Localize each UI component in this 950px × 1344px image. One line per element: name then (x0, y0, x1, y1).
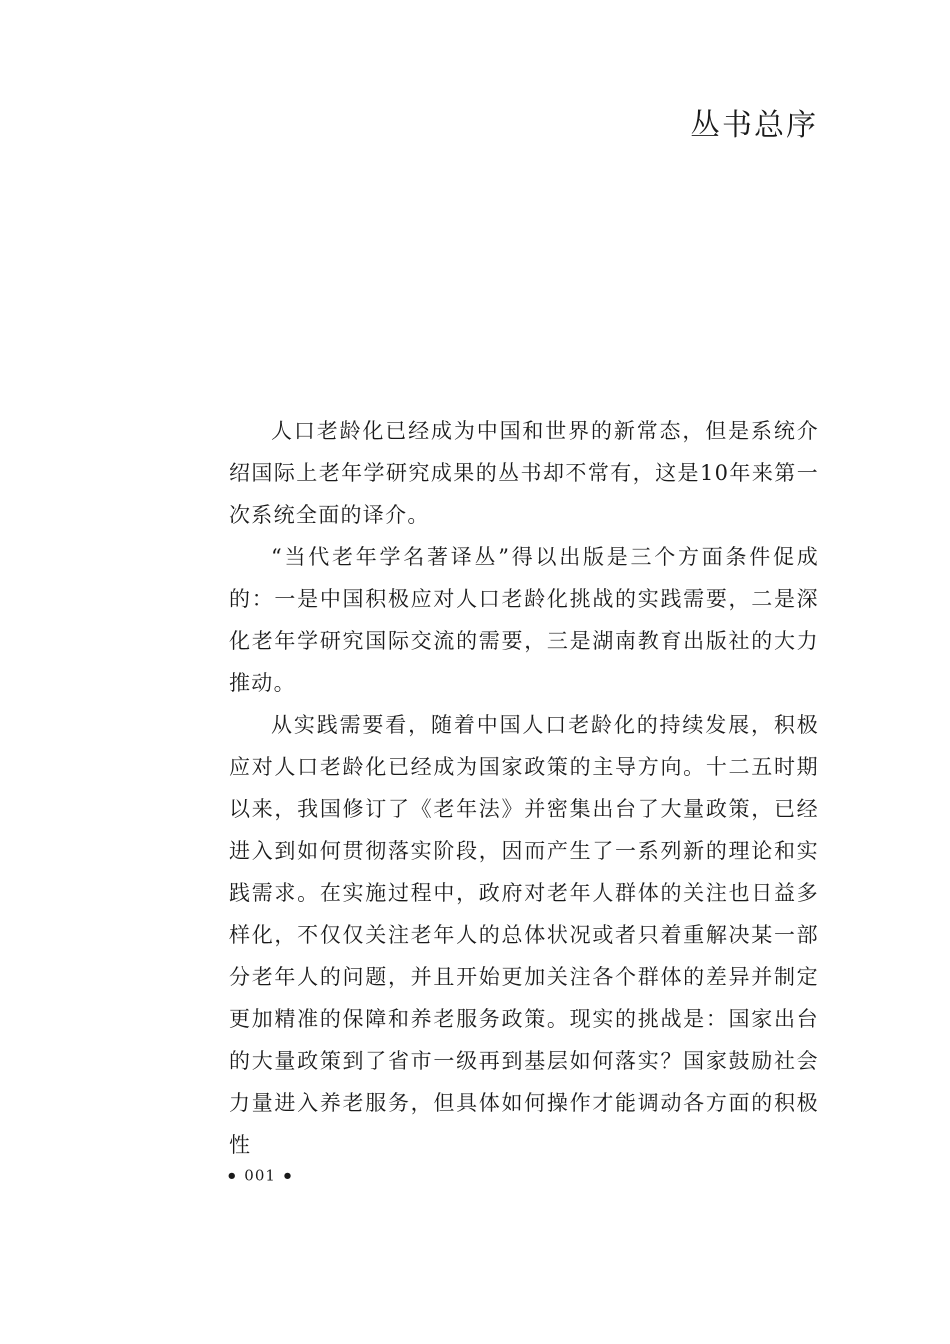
bullet-dot-right: • (281, 1166, 295, 1187)
paragraph-1: 人口老龄化已经成为中国和世界的新常态，但是系统介绍国际上老年学研究成果的丛书却不常有，这是10年来第一次系统全面的译介。 (229, 419, 819, 527)
body-text (229, 410, 819, 1166)
bullet-dot-left: • (226, 1166, 239, 1187)
page-number: 001 (244, 1166, 276, 1185)
paragraph-3: 从实践需要看，随着中国人口老龄化的持续发展，积极应对人口老龄化已经成为国家政策的主导方向。十二五时期以来，我国修订了《老年法》并密集出台了大量政策，已经进入到如何贯彻落实阶段，因而产生了一系列新的理论和实践需求。在实施过程中，政府对老年人群体的关注也日益多样化，不仅仅关注老年人的总体状况或者只着重解决某一部分老年人的问题，并且开始更加关注各个群体的差异并制定更加精准的保障和养老服务政策。现实的挑战是：国家出台的大量政策到了省市一级再到基层如何落实？国家鼓励社会力量进入养老服务，但具体如何操作才能调动各方面的积极性 (229, 713, 819, 1157)
page-number-footer (226, 1166, 294, 1187)
page-title: 丛书总序 (690, 108, 818, 143)
paragraph-2: “当代老年学名著译丛”得以出版是三个方面条件促成的：一是中国积极应对人口老龄化挑战的实践需要，二是深化老年学研究国际交流的需要，三是湖南教育出版社的大力推动。 (229, 545, 819, 695)
